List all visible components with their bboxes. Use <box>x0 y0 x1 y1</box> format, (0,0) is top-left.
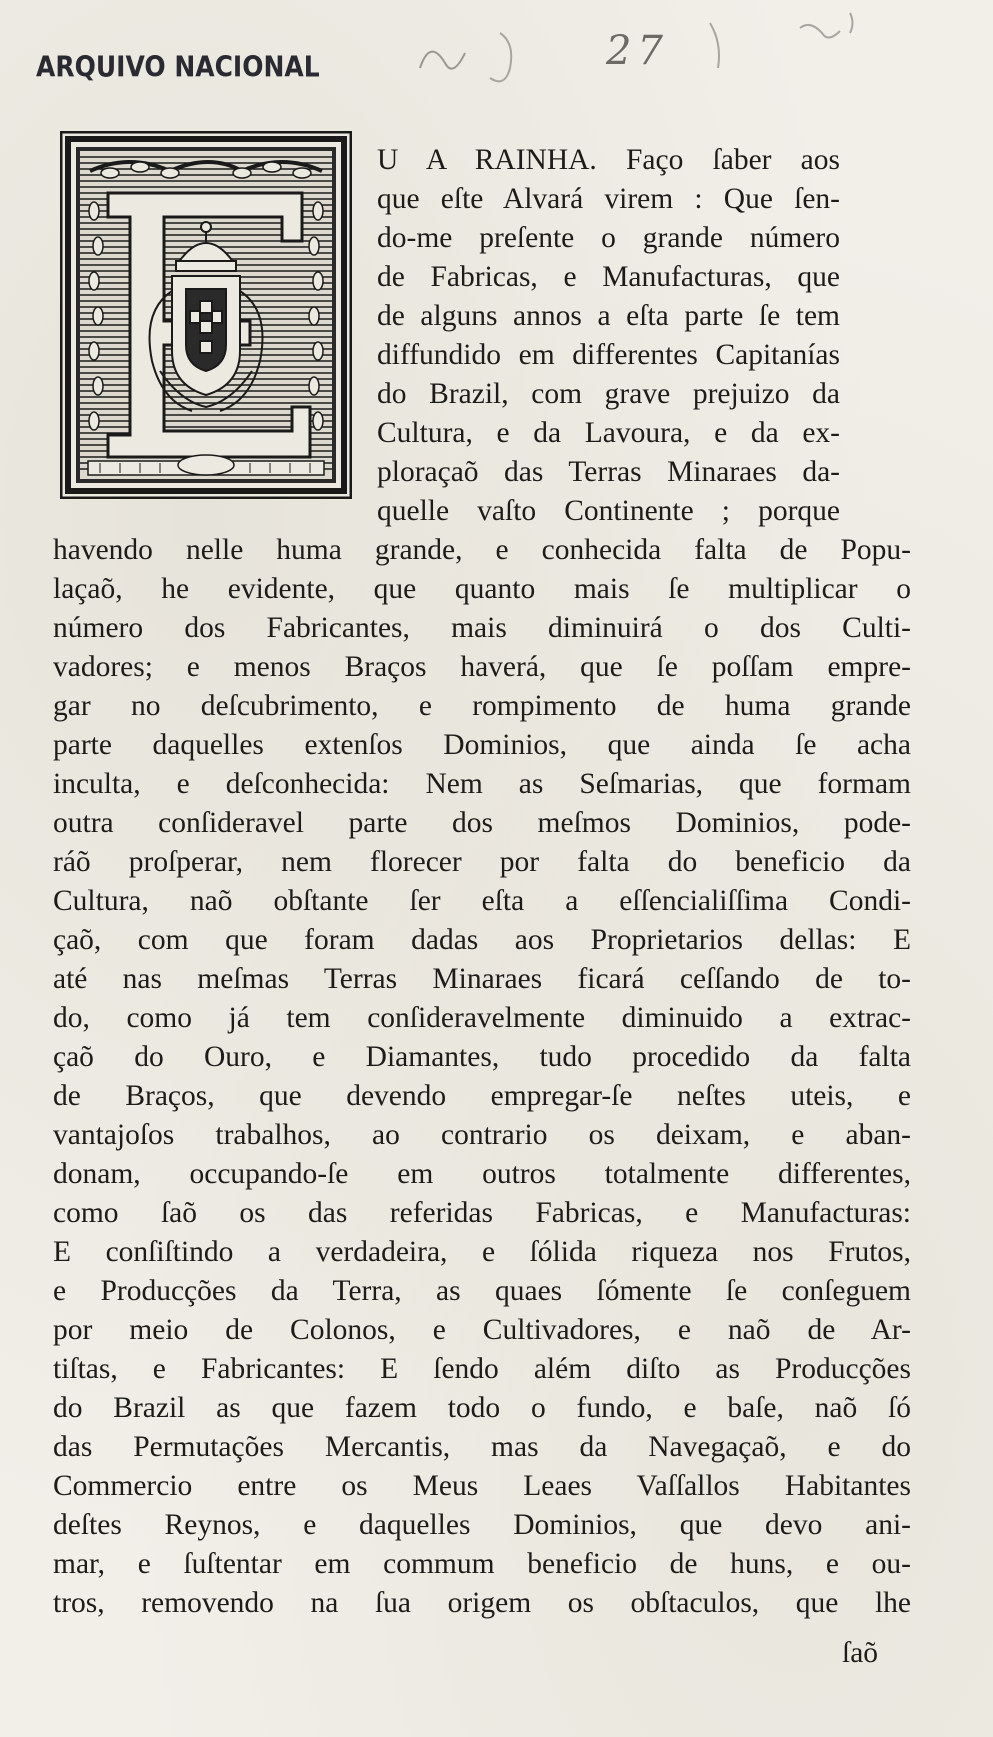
text-line: número dos Fabricantes, mais diminuirá o dos Culti- <box>53 612 911 644</box>
text-line: diffundido em differentes Capitanías <box>377 339 840 371</box>
text-line: do Brazil, com grave prejuizo da <box>377 378 840 410</box>
text-line: E conſiſtindo a verdadeira, e ſólida riqueza nos Frutos, <box>53 1236 911 1268</box>
text-line: parte daquelles extenſos Dominios, que ainda ſe acha <box>53 729 911 761</box>
text-line: que eſte Alvará virem : Que ſen- <box>377 183 840 215</box>
text-line: e Producções da Terra, as quaes ſómente ſe conſeguem <box>53 1275 911 1307</box>
text-line: ploraçaõ das Terras Minaraes da- <box>377 456 840 488</box>
text-line: vantajoſos trabalhos, ao contrario os deixam, e aban- <box>53 1119 911 1151</box>
text-line: çaõ do Ouro, e Diamantes, tudo procedido da falta <box>53 1041 911 1073</box>
text-line: ráõ proſperar, nem florecer por falta do beneficio da <box>53 846 911 878</box>
text-line: deſtes Reynos, e daquelles Dominios, que devo ani- <box>53 1509 911 1541</box>
text-line: do-me preſente o grande número <box>377 222 840 254</box>
text-line: mar, e ſuſtentar em commum beneficio de huns, e ou- <box>53 1548 911 1580</box>
text-line: Cultura, e da Lavoura, e da ex- <box>377 417 840 449</box>
text-line: Commercio entre os Meus Leaes Vaſſallos Habitantes <box>53 1470 911 1502</box>
text-line: çaõ, com que foram dadas aos Proprietarios dellas: E <box>53 924 911 956</box>
text-line: havendo nelle huma grande, e conhecida falta de Popu- <box>53 534 911 566</box>
text-line: por meio de Colonos, e Cultivadores, e naõ de Ar- <box>53 1314 911 1346</box>
text-line: do, como já tem conſideravelmente diminuido a extrac- <box>53 1002 911 1034</box>
text-line: inculta, e deſconhecida: Nem as Seſmarias, que formam <box>53 768 911 800</box>
text-line: até nas meſmas Terras Minaraes ficará ceſſando de to- <box>53 963 911 995</box>
text-line: donam, occupando-ſe em outros totalmente differentes, <box>53 1158 911 1190</box>
text-line: outra conſideravel parte dos meſmos Dominios, pode- <box>53 807 911 839</box>
text-line: de Fabricas, e Manufacturas, que <box>377 261 840 293</box>
text-line: vadores; e menos Braços haverá, que ſe poſſam empre- <box>53 651 911 683</box>
text-line: de alguns annos a eſta parte ſe tem <box>377 300 840 332</box>
text-line: laçaõ, he evidente, que quanto mais ſe multiplicar o <box>53 573 911 605</box>
text-line: tiſtas, e Fabricantes: E ſendo além diſto as Producções <box>53 1353 911 1385</box>
archive-stamp: ARQUIVO NACIONAL <box>36 50 320 84</box>
text-line: tros, removendo na ſua origem os obſtaculos, que lhe <box>53 1587 911 1619</box>
text-line: gar no deſcubrimento, e rompimento de huma grande <box>53 690 911 722</box>
catchword: ſaõ <box>842 1637 879 1669</box>
text-line: quelle vaſto Continente ; porque <box>377 495 840 527</box>
folio-number: 27 <box>606 28 669 74</box>
text-line: do Brazil as que fazem todo o fundo, e baſe, naõ ſó <box>53 1392 911 1424</box>
text-line: Cultura, naõ obſtante ſer eſta a eſſencialiſſima Condi- <box>53 885 911 917</box>
text-line: como ſaõ os das referidas Fabricas, e Manufacturas: <box>53 1197 911 1229</box>
text-line: das Permutações Mercantis, mas da Navegaçaõ, e do <box>53 1431 911 1463</box>
text-line: de Braços, que devendo empregar-ſe neſtes uteis, e <box>53 1080 911 1112</box>
text-line: U A RAINHA. Faço ſaber aos <box>377 144 840 176</box>
